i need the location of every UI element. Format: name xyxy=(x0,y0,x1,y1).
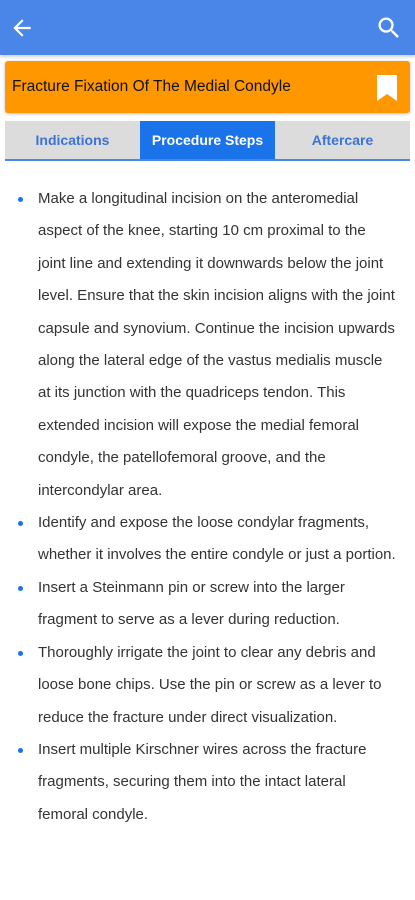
bookmark-icon[interactable] xyxy=(377,75,397,101)
tab-aftercare[interactable]: Aftercare xyxy=(311,132,374,148)
search-icon xyxy=(375,14,403,42)
bullet-icon xyxy=(18,521,23,526)
list-item xyxy=(18,637,396,734)
bullet-icon xyxy=(18,651,23,656)
list-item xyxy=(18,183,396,507)
page-title: Fracture Fixation Of The Medial Condyle xyxy=(12,78,291,95)
search-button[interactable] xyxy=(369,8,409,48)
tab-procedure-steps[interactable]: Procedure Steps xyxy=(140,121,275,159)
tab-indications[interactable]: Indications xyxy=(35,132,110,148)
app-bar xyxy=(0,0,415,55)
step-text: Identify and expose the loose condylar fragments, whether it involves the entire condyle or just a portion. xyxy=(38,514,396,564)
list-item xyxy=(18,734,396,831)
title-card xyxy=(5,61,410,113)
back-button[interactable] xyxy=(2,8,42,48)
list-item xyxy=(18,572,396,637)
procedure-steps-list xyxy=(18,183,396,831)
step-text: Make a longitudinal incision on the anteromedial aspect of the knee, starting 10 cm proximal to the joint line and extending it downwards below the joint level. Ensure that the skin incision aligns with the joint capsule and synovium. Continue the incision upwards along the lateral edge of the vastus medialis muscle at its junction with the quadriceps tendon. This extended incision will expose the medial femoral condyle, the patellofemoral groove, and the intercondylar area. xyxy=(38,190,395,499)
step-text: Insert multiple Kirschner wires across the fracture fragments, securing them into the intact lateral femoral condyle. xyxy=(38,740,367,823)
bullet-icon xyxy=(18,586,23,591)
step-text: Thoroughly irrigate the joint to clear any debris and loose bone chips. Use the pin or screw as a lever to reduce the fracture under direct visualization. xyxy=(38,643,382,726)
list-item xyxy=(18,507,396,572)
bullet-icon xyxy=(18,197,23,202)
bullet-icon xyxy=(18,748,23,753)
step-text: Insert a Steinmann pin or screw into the larger fragment to serve as a lever during reduction. xyxy=(38,578,345,629)
arrow-left-icon xyxy=(9,15,35,41)
tab-bar xyxy=(5,121,410,161)
